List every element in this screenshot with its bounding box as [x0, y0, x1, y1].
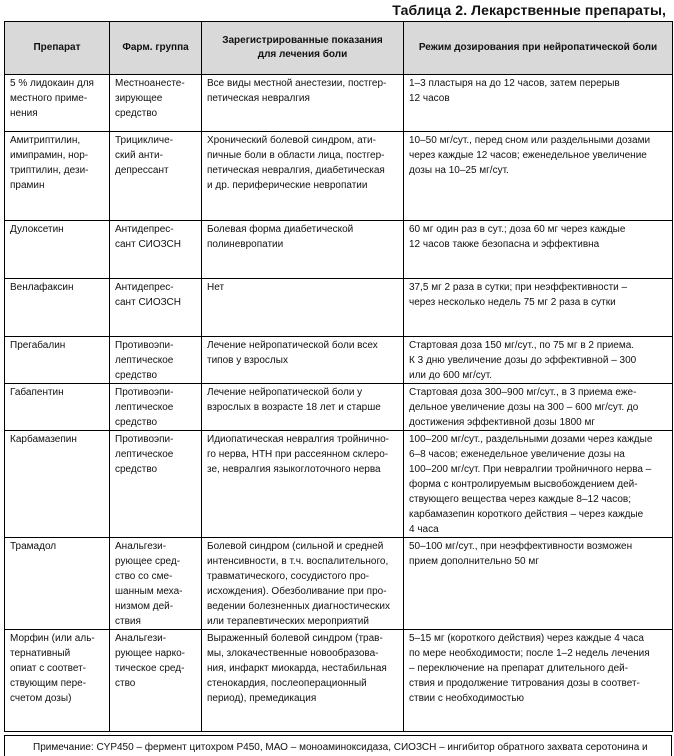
table-row — [5, 75, 673, 132]
cell-drug: Трамадол — [5, 538, 110, 630]
cell-drug: Морфин (или аль- тернативный опиат с соответ- ствующим пере- счетом дозы) — [5, 630, 110, 732]
table-row — [5, 538, 673, 630]
cell-group: Антидепрес- сант СИОЗСН — [110, 279, 202, 337]
column-header-dosing: Режим дозирования при нейропатической боли — [404, 22, 673, 75]
cell-dosing: 5–15 мг (короткого действия) через каждые 4 часа по мере необходимости; после 1–2 недель лечения – переключение на препарат длительного дей- ствия и продолжение титрования дозы в соответ- ствии с необходимостью — [404, 630, 673, 732]
cell-dosing: Стартовая доза 150 мг/сут., по 75 мг в 2 приема. К 3 дню увеличение дозы до эффективной – 300 или до 600 мг/сут. — [404, 337, 673, 384]
cell-group: Противоэпи- лептическое средство — [110, 431, 202, 538]
cell-drug: Амитриптилин, имипрамин, нор- триптилин, дези- прамин — [5, 132, 110, 221]
table-row — [5, 431, 673, 538]
cell-dosing: 10–50 мг/сут., перед сном или раздельными дозами через каждые 12 часов; еженедельное увеличение дозы на 10–25 мг/сут. — [404, 132, 673, 221]
table-row — [5, 132, 673, 221]
cell-dosing: 37,5 мг 2 раза в сутки; при неэффективности – через несколько недель 75 мг 2 раза в сутки — [404, 279, 673, 337]
cell-dosing: Стартовая доза 300–900 мг/сут., в 3 приема еже- дельное увеличение дозы на 300 – 600 мг/сут. до достижения эффективной дозы 1800 мг — [404, 384, 673, 431]
cell-indication: Нет — [202, 279, 404, 337]
cell-group: Анальгези- рующее нарко- тическое сред- ство — [110, 630, 202, 732]
cell-indication: Хронический болевой синдром, ати- пичные боли в области лица, постгер- петическая невралгия, диабетическая и др. периферические невропатии — [202, 132, 404, 221]
cell-group: Анальгези- рующее сред- ство со сме- шанным меха- низмом дей- ствия — [110, 538, 202, 630]
table-row — [5, 384, 673, 431]
drug-table — [4, 21, 673, 732]
table-row — [5, 221, 673, 279]
table-row — [5, 279, 673, 337]
column-header-group: Фарм. группа — [110, 22, 202, 75]
cell-dosing: 1–3 пластыря на до 12 часов, затем перерыв 12 часов — [404, 75, 673, 132]
table-title: Таблица 2. Лекарственные препараты, — [392, 2, 666, 18]
column-header-indication: Зарегистрированные показания для лечения боли — [202, 22, 404, 75]
cell-drug: Прегабалин — [5, 337, 110, 384]
cell-indication: Идиопатическая невралгия тройнично- го нерва, НТН при рассеянном склеро- зе, невралгия языкоглоточного нерва — [202, 431, 404, 538]
cell-drug: 5 % лидокаин для местного приме- нения — [5, 75, 110, 132]
cell-indication: Выраженный болевой синдром (трав- мы, злокачественные новообразова- ния, инфаркт миокарда, нестабильная стенокардия, послеоперационный период), премедикация — [202, 630, 404, 732]
cell-dosing: 60 мг один раз в сут.; доза 60 мг через каждые 12 часов также безопасна и эффективна — [404, 221, 673, 279]
table-header-row — [5, 22, 673, 75]
cell-indication: Лечение нейропатической боли всех типов у взрослых — [202, 337, 404, 384]
cell-group: Трицикличе- ский анти- депрессант — [110, 132, 202, 221]
cell-drug: Венлафаксин — [5, 279, 110, 337]
table-footnote: Примечание: CYP450 – фермент цитохром P450, МАО – моноаминоксидаза, СИОЗСН – ингибитор обратного захвата серотонина и — [4, 735, 672, 756]
table-row — [5, 630, 673, 732]
cell-group: Антидепрес- сант СИОЗСН — [110, 221, 202, 279]
table-row — [5, 337, 673, 384]
cell-drug: Дулоксетин — [5, 221, 110, 279]
column-header-drug: Препарат — [5, 22, 110, 75]
cell-dosing: 50–100 мг/сут., при неэффективности возможен прием дополнительно 50 мг — [404, 538, 673, 630]
cell-indication: Болевая форма диабетической полиневропатии — [202, 221, 404, 279]
cell-drug: Карбамазепин — [5, 431, 110, 538]
cell-group: Противоэпи- лептическое средство — [110, 337, 202, 384]
cell-dosing: 100–200 мг/сут., раздельными дозами через каждые 6–8 часов; еженедельное увеличение дозы на 100–200 мг/сут. При невралгии тройничного нерва – форма с контролируемым высвобождением дей- ствующего вещества через каждые 8–12 часов; карбамазепин короткого действия – через каждые 4 часа — [404, 431, 673, 538]
cell-group: Противоэпи- лептическое средство — [110, 384, 202, 431]
cell-drug: Габапентин — [5, 384, 110, 431]
cell-indication: Все виды местной анестезии, постгер- петическая невралгия — [202, 75, 404, 132]
cell-group: Местноанесте- зирующее средство — [110, 75, 202, 132]
cell-indication: Болевой синдром (сильной и средней интенсивности, в т.ч. воспалительного, травматического, сосудистого про- исхождения). Обезболивание при про- ведении болезненных диагностических или терапевтических мероприятий — [202, 538, 404, 630]
cell-indication: Лечение нейропатической боли у взрослых в возрасте 18 лет и старше — [202, 384, 404, 431]
